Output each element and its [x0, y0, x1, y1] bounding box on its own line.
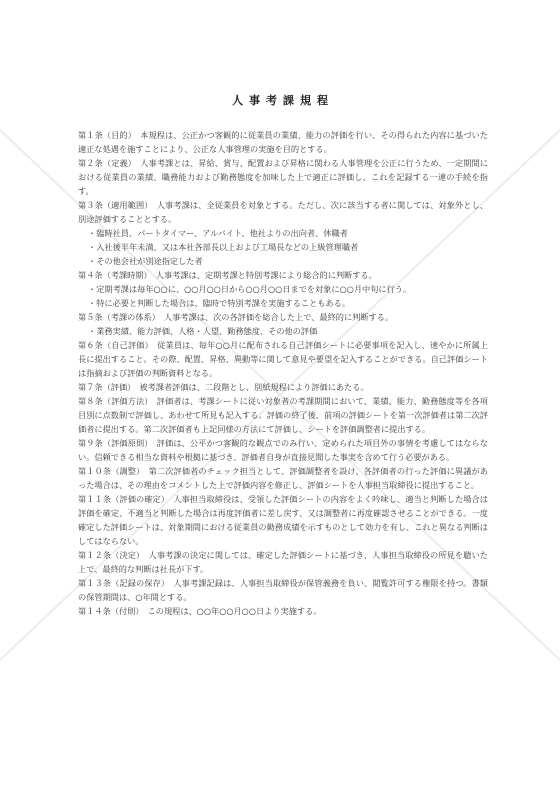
article-11: [78, 492, 488, 548]
article-6: [78, 338, 488, 380]
article-paragraph: [78, 394, 488, 436]
article-heading: 第１１条（評価の確定）: [78, 494, 166, 504]
article-paragraph: [78, 156, 488, 198]
article-text: 人事考課記録は、人事担当取締役が保管義務を負い、閲覧許可する権限を持つ。書類の保管期間は、○年間とする。: [78, 578, 488, 602]
article-heading: 第７条（評価）: [78, 382, 132, 392]
article-5: [78, 310, 488, 338]
article-paragraph: [78, 464, 488, 492]
article-list-item: ・特に必要と判断した場合は、臨時で特別考課を実施することもある。: [88, 298, 351, 308]
article-heading: 第１２条（決定）: [78, 550, 141, 560]
article-list-item: ・定期考課は毎年○○に、○○月○○日から○○月○○日までを対象に○○月中旬に行う。: [88, 284, 412, 294]
article-paragraph: [78, 576, 488, 604]
article-list-item: ・その他会社が別途指定した者: [88, 256, 203, 266]
article-text: 人事考課の決定に関しては、確定した評価シートに基づき、人事担当取締役の所見を聴いた上で、最終的な判断は社長が下す。: [78, 550, 488, 574]
article-heading: 第９条（評価原則）: [78, 438, 149, 448]
article-paragraph: [78, 492, 488, 548]
article-heading: 第１条（目的）: [78, 130, 132, 140]
article-7: [78, 380, 488, 394]
article-text: 本規程は、公正かつ客観的に従業員の業績、能力の評価を行い、その得られた内容に基づいた適正な処遇を施すことにより、公正な人事管理の実施を目的とする。: [78, 130, 488, 154]
article-heading: 第１０条（調整）: [78, 466, 141, 476]
article-list-item: ・臨時社員、パートタイマー、アルバイト、他社よりの出向者、休職者: [88, 228, 348, 238]
articles-body: [78, 128, 488, 618]
article-12: [78, 548, 488, 576]
article-text: 人事考課は、定期考課と特別考課により総合的に判断する。: [155, 270, 377, 280]
article-paragraph: [78, 198, 488, 226]
article-text: 評価者は、考課シートに従い対象者の考課期間において、業績、能力、勤務態度等を各項目別に点数制で評価し、あわせて所見も記入する。評価の終了後、前項の評価シートを第一次評価者は第二次評価者に提出する。第二次評価者も上記同様の方法にて評価し、シートを評価調整者に提出する。: [78, 396, 488, 434]
document-page: [78, 92, 488, 618]
article-heading: 第１４条（付則）: [78, 606, 140, 616]
article-text: 人事考課とは、昇給、賞与、配置および昇格に関わる人事管理を公正に行うため、一定期間における従業員の業績、職務能力および勤務態度を加味した上で適正に評価し、これを記録する一連の手続を指す。: [78, 158, 488, 196]
article-text: 第二次評価者のチェック担当として、評価調整者を設け、各評価者の行った評価に異議があった場合は、その理由をコメントした上で評価内容を修正し、評価シートを人事担当取締役に提出すること。: [78, 466, 488, 490]
article-text: 評価は、公平かつ客観的な観点でのみ行い、定められた項目外の事情を考慮してはならない。信頼できる相当な資料や根拠に基づき、評価者自身が直接見聞した事実を含めて行う必要がある。: [78, 438, 488, 462]
article-heading: 第１３条（記録の保存）: [78, 578, 166, 588]
article-heading: 第８条（評価方法）: [78, 396, 149, 406]
article-4: [78, 268, 488, 310]
article-paragraph: [78, 548, 488, 576]
article-heading: 第６条（自己評価）: [78, 340, 149, 350]
article-text: 従業員は、毎年○○月に配布される自己評価シートに必要事項を記入し、速やかに所属上長に提出すること。その際、配置、昇格、異動等に関して意見や要望を記入することができる。自己評価シートは指摘および評価の判断資料となる。: [78, 340, 488, 378]
article-paragraph: [78, 128, 488, 156]
article-heading: 第２条（定義）: [78, 158, 132, 168]
article-heading: 第３条（適用範囲）: [78, 200, 149, 210]
article-heading: 第４条（考課時期）: [78, 270, 148, 280]
article-13: [78, 576, 488, 604]
article-paragraph: [78, 268, 488, 282]
article-paragraph: [78, 380, 488, 394]
article-paragraph: [78, 310, 488, 324]
article-1: [78, 128, 488, 156]
article-text: この規程は、○○年○○月○○日より実施する。: [147, 606, 322, 616]
article-paragraph: [78, 338, 488, 380]
article-text: 人事考課は、次の各評価を総合した上で、最終的に判断する。: [163, 312, 394, 322]
article-8: [78, 394, 488, 436]
article-text: 被考課者評価は、二段階とし、別紙規程により評価にあたる。: [139, 382, 369, 392]
article-list-item: ・業務実績、能力評価、人格・人望、勤務態度、その他の評価: [88, 326, 318, 336]
article-paragraph: [78, 604, 488, 618]
document-title: 人事考課規程: [232, 94, 334, 107]
article-10: [78, 464, 488, 492]
article-2: [78, 156, 488, 198]
article-9: [78, 436, 488, 464]
article-3: [78, 198, 488, 268]
article-heading: 第５条（考課の体系）: [78, 312, 156, 322]
article-paragraph: [78, 436, 488, 464]
article-text: 人事考課は、全従業員を対象とする。ただし、次に該当する者に関しては、対象外とし、別途評価することとする。: [78, 200, 488, 224]
article-list-item: ・入社後半年未満、又は本社各部長以上および工場長などの上級管理職者: [88, 242, 359, 252]
article-14: [78, 604, 488, 618]
article-text: 人事担当取締役は、受領した評価シートの内容をよく吟味し、適当と判断した場合は評価を確定、不適当と判断した場合は再度評価者に差し戻す、又は調整者に再度確認させることができる。一度確定した評価シートは、対象期間における従業員の勤務成績を示すものとして効力を有し、これと異なる判断はしてはならない。: [78, 494, 488, 546]
